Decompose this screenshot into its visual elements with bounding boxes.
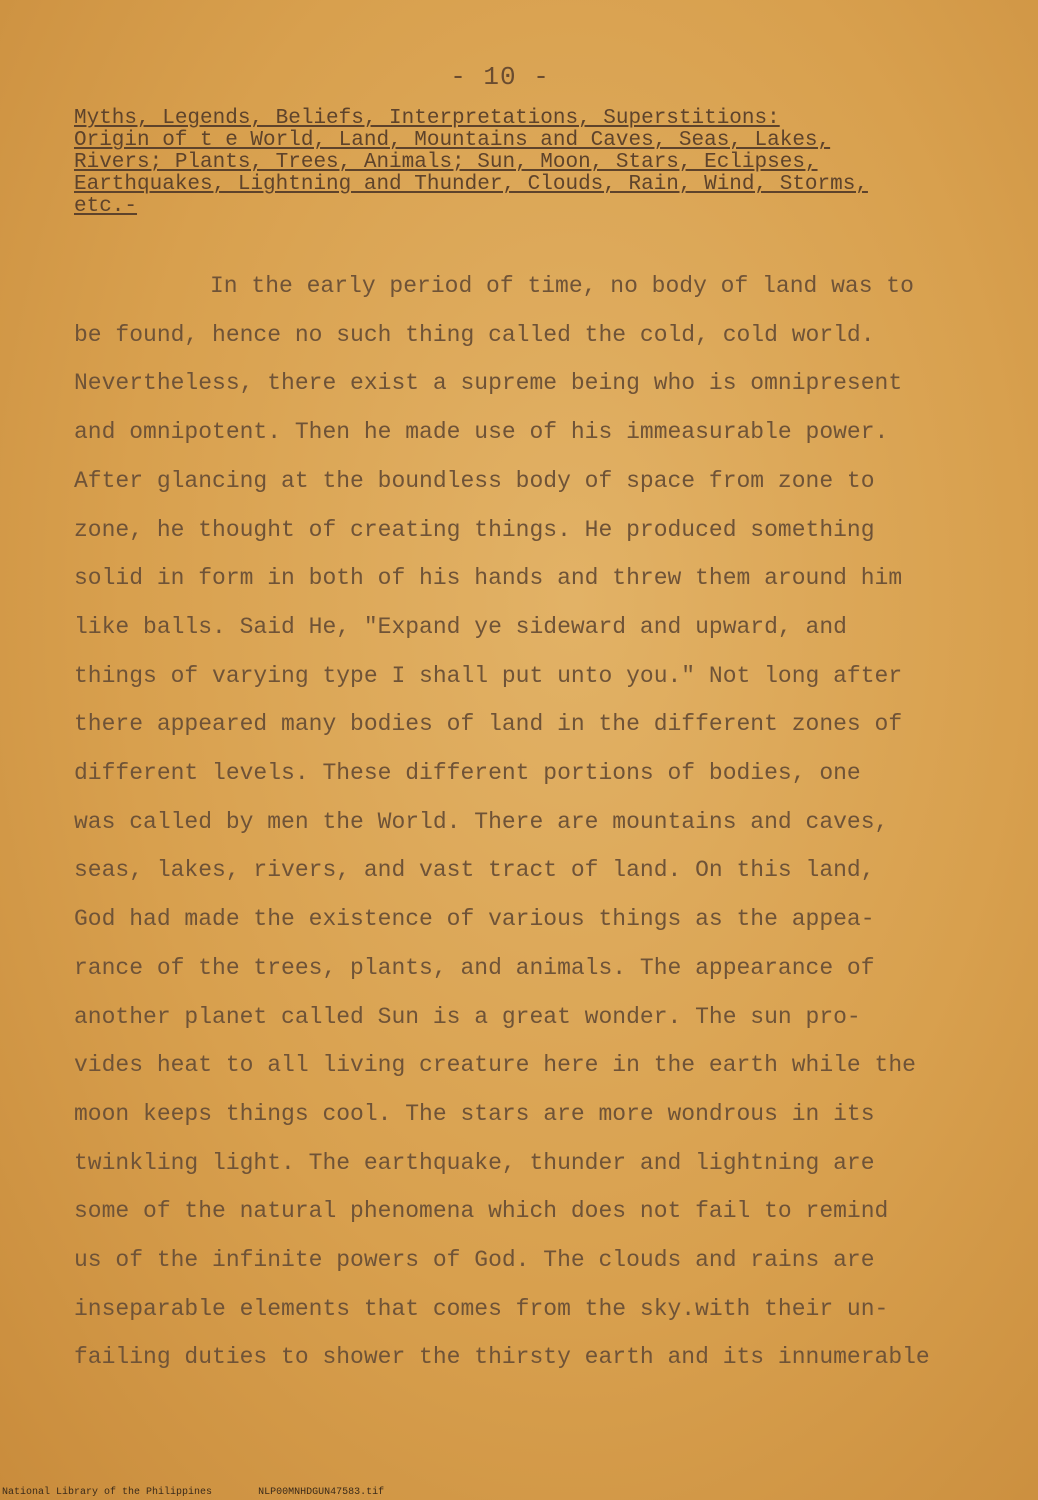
heading-line-4: Earthquakes, Lightning and Thunder, Clouds, Rain, Wind, Storms, — [74, 173, 868, 196]
heading-line-5: etc.- — [74, 195, 138, 218]
body-line: us of the infinite powers of God. The clouds and rains are — [74, 1247, 875, 1274]
body-line: zone, he thought of creating things. He produced something — [74, 516, 875, 543]
body-line: Nevertheless, there exist a supreme being who is omnipresent — [74, 370, 903, 397]
body-line: twinkling light. The earthquake, thunder and lightning are — [74, 1149, 875, 1176]
footer-filename: NLP00MNHDGUN47583.tif — [258, 1487, 385, 1498]
body-line: vides heat to all living creature here in the earth while the — [74, 1052, 916, 1079]
body-line: be found, hence no such thing called the cold, cold world. — [74, 321, 875, 348]
body-line: solid in form in both of his hands and threw them around him — [74, 565, 903, 592]
footer-library: National Library of the Philippines — [2, 1487, 213, 1498]
body-line: failing duties to shower the thirsty earth and its innumerable — [74, 1344, 930, 1371]
body-line: was called by men the World. There are mountains and caves, — [74, 808, 889, 835]
heading-line-3: Rivers; Plants, Trees, Animals; Sun, Moon, Stars, Eclipses, — [74, 151, 818, 174]
body-line: things of varying type I shall put unto you." Not long after — [74, 662, 903, 689]
page-number: - 10 - — [450, 62, 550, 92]
body-line: rance of the trees, plants, and animals. The appearance of — [74, 954, 875, 981]
body-line: some of the natural phenomena which does not fail to remind — [74, 1198, 889, 1225]
body-line: there appeared many bodies of land in the different zones of — [74, 711, 903, 738]
body-line: and omnipotent. Then he made use of his immeasurable power. — [74, 419, 889, 446]
body-line: God had made the existence of various things as the appea- — [74, 906, 875, 933]
body-line: another planet called Sun is a great wonder. The sun pro- — [74, 1003, 861, 1030]
body-line: seas, lakes, rivers, and vast tract of land. On this land, — [74, 857, 875, 884]
heading-line-1: Myths, Legends, Beliefs, Interpretations, Superstitions: — [74, 107, 780, 130]
body-line: After glancing at the boundless body of space from zone to — [74, 467, 875, 494]
section-heading — [74, 108, 1024, 218]
body-line: inseparable elements that comes from the sky.with their un- — [74, 1295, 889, 1322]
scan-footer — [2, 1487, 384, 1498]
body-paragraph — [74, 262, 994, 1382]
body-line: In the early period of time, no body of land was to — [210, 273, 914, 299]
body-line: different levels. These different portions of bodies, one — [74, 760, 861, 787]
body-line: moon keeps things cool. The stars are more wondrous in its — [74, 1100, 875, 1127]
heading-line-2: Origin of t e World, Land, Mountains and Caves, Seas, Lakes, — [74, 129, 831, 152]
body-line: like balls. Said He, "Expand ye sideward and upward, and — [74, 613, 847, 640]
